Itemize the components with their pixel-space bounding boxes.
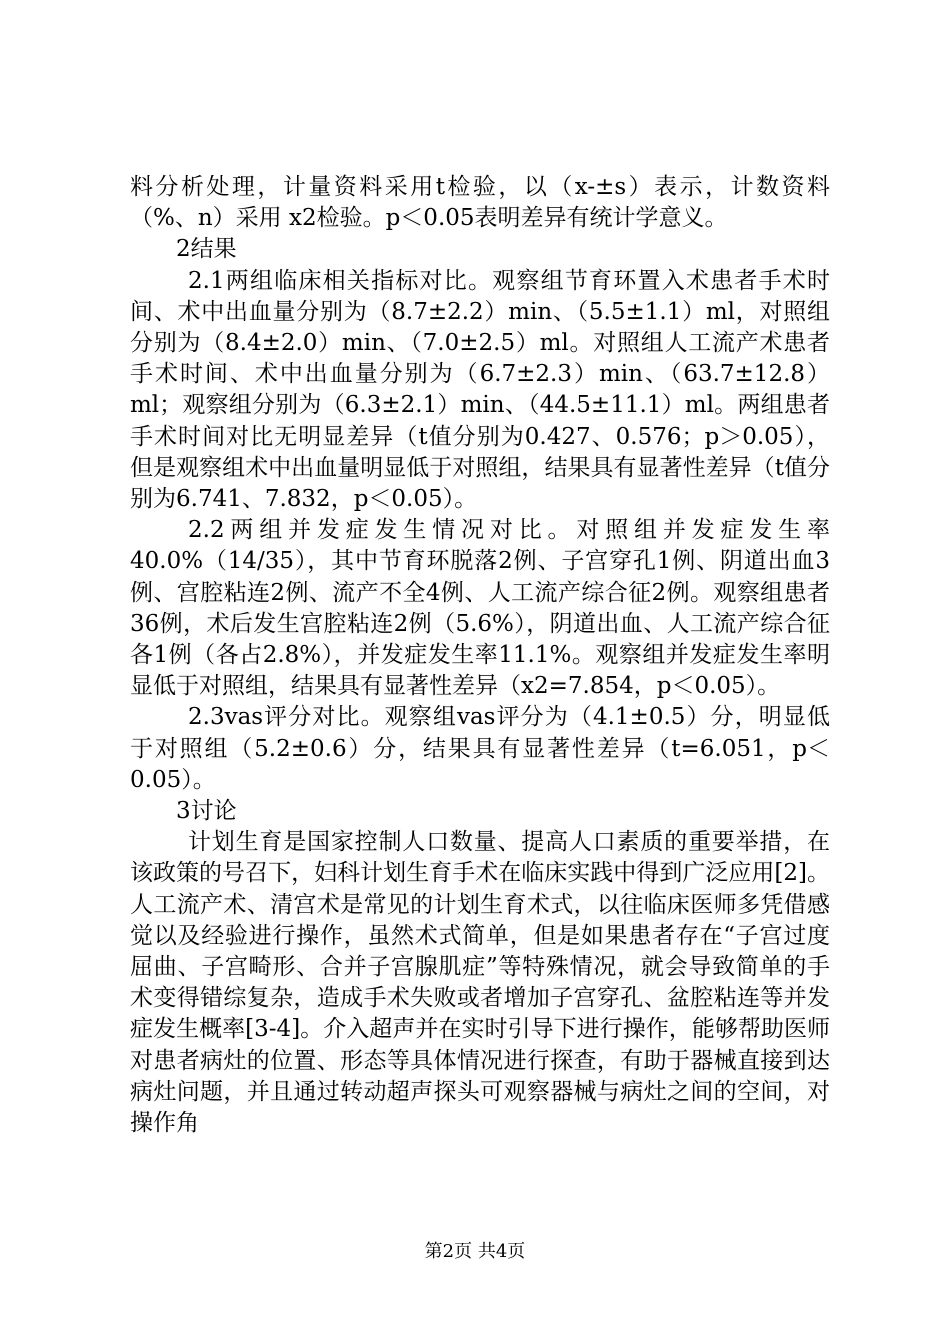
document-body (130, 172, 830, 1139)
page-footer (0, 1240, 950, 1264)
paragraph-methods-tail: 料分析处理，计量资料采用t检验，以（x-±s）表示，计数资料（%、n）采用 x2检验。p＜0.05表明差异有统计学意义。 (130, 174, 830, 232)
paragraph-discussion: 计划生育是国家控制人口数量、提高人口素质的重要举措，在该政策的号召下，妇科计划生育手术在临床实践中得到广泛应用[2]。人工流产术、清宫术是常见的计划生育术式，以往临床医师多凭借感觉以及经验进行操作，虽然术式简单，但是如果患者存在“子宫过度屈曲、子宫畸形、合并子宫腺肌症”等特殊情况，就会导致简单的手术变得错综复杂，造成手术失败或者增加子宫穿孔、盆腔粘连等并发症发生概率[3-4]。介入超声并在实时引导下进行操作，能够帮助医师对患者病灶的位置、形态等具体情况进行探查，有助于器械直接到达病灶问题，并且通过转动超声探头可观察器械与病灶之间的空间，对操作角 (130, 829, 830, 1137)
heading-discussion: 3讨论 (176, 798, 237, 825)
paragraph-result-2-2: 2.2两组并发症发生情况对比。对照组并发症发生率40.0%（14/35），其中节育环脱落2例、子宫穿孔1例、阴道出血3例、宫腔粘连2例、流产不全4例、人工流产综合征2例。观察组患者36例，术后发生宫腔粘连2例（5.6%），阴道出血、人工流产综合征各1例（各占2.8%），并发症发生率11.1%。观察组并发症发生率明显低于对照组，结果具有显著性差异（x2=7.854，p＜0.05）。 (130, 517, 830, 700)
paragraph-result-2-3: 2.3vas评分对比。观察组vas评分为（4.1±0.5）分，明显低于对照组（5.2±0.6）分，结果具有显著性差异（t=6.051，p＜0.05）。 (130, 704, 830, 793)
paragraph-result-2-1: 2.1两组临床相关指标对比。观察组节育环置入术患者手术时间、术中出血量分别为（8.7±2.2）min、（5.5±1.1）ml，对照组分别为（8.4±2.0）min、（7.0±2.5）ml。对照组人工流产术患者手术时间、术中出血量分别为（6.7±2.3）min、（63.7±12.8）ml；观察组分别为（6.3±2.1）min、（44.5±11.1）ml。两组患者手术时间对比无明显差异（t值分别为0.427、0.576；p＞0.05），但是观察组术中出血量明显低于对照组，结果具有显著性差异（t值分别为6.741、7.832，p＜0.05）。 (130, 267, 830, 513)
page-number-label: 第2页 共4页 (424, 1241, 526, 1262)
heading-results: 2结果 (176, 236, 237, 263)
